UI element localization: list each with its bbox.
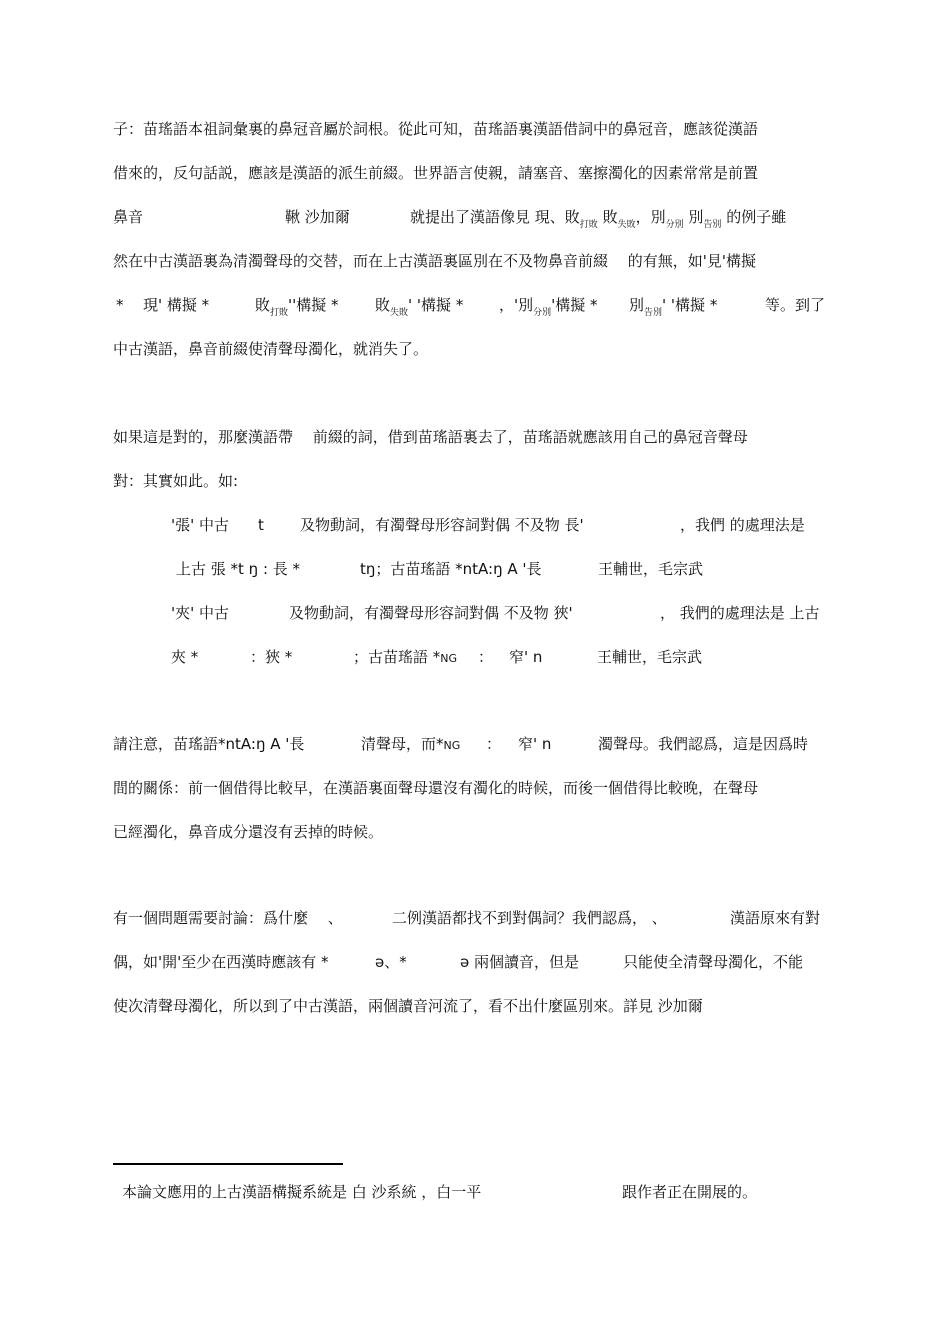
- text-segment: 別: [683, 208, 704, 226]
- paragraph3-line1-a: 請注意，苗瑤語*ntA:ŋ A '長: [113, 735, 305, 753]
- paragraph1-line3-c: [410, 207, 786, 230]
- example2-line1-a: '夾' 中古: [171, 604, 230, 622]
- paragraph1-line6: 中古漢語，鼻音前綴使清聲母濁化，就消失了。: [113, 340, 429, 358]
- example1-line1-a: '張' 中古: [171, 516, 230, 534]
- example2-line1-b: 及物動詞，有濁聲母形容詞對偶 不及物 狹': [289, 604, 573, 622]
- example1-line2-c: 王輔世，毛宗武: [598, 560, 704, 578]
- example1-line2-b: tŋ；古苗瑤語 *ntA:ŋ A '長: [360, 560, 542, 578]
- paragraph1-line2: 借來的，反句話説，應該是漢語的派生前綴。世界語言使親，請塞音、塞擦濁化的因素常常是前置: [113, 164, 759, 182]
- paragraph1-line5-a: *: [116, 296, 124, 314]
- text-segment: 敗: [597, 208, 618, 226]
- text-segment: ' '構擬 *: [408, 296, 464, 314]
- paragraph3-line3: 已經濁化，鼻音成分還沒有丟掉的時候。: [113, 823, 384, 841]
- paragraph3-line1-d: 窄' n: [518, 735, 552, 753]
- example2-line2-b: ：狹 *: [250, 648, 293, 666]
- paragraph3-line1-c: ：: [486, 735, 502, 753]
- subscript-gloss: 分別: [533, 308, 552, 318]
- text-segment: ；古苗瑤語 *: [353, 648, 441, 666]
- paragraph1-line3-a: 鼻音: [113, 208, 144, 226]
- paragraph4-line1-a: 有一個問題需要討論：爲什麼 、: [113, 909, 343, 927]
- small-caps-text: NG: [443, 739, 461, 752]
- example2-line2-f: 王輔世，毛宗武: [597, 648, 703, 666]
- text-segment: 清聲母，而*: [361, 735, 444, 753]
- subscript-gloss: 打敗: [579, 220, 598, 230]
- subscript-gloss: 失敗: [390, 308, 409, 318]
- footnote-text-a: 本論文應用的上古漢語構擬系統是 白 沙系統 ，白一平: [122, 1183, 482, 1201]
- paragraph1-line5-e: [375, 295, 463, 318]
- example2-line2-d: ：: [478, 648, 494, 666]
- paragraph1-line3-b: 鞦 沙加爾: [285, 208, 350, 226]
- paragraph4-line1-b: 二例漢語都找不到對偶詞？我們認爲， 、: [392, 909, 667, 927]
- example1-line1-b: t: [258, 516, 264, 534]
- paragraph1-line5-g: [499, 295, 598, 318]
- example2-line2-a: 夾 *: [171, 648, 199, 666]
- text-segment: 敗: [375, 296, 391, 314]
- text-segment: 的例子雖: [721, 208, 787, 226]
- paragraph3-line1-e: 濁聲母。我們認爲，這是因爲時: [598, 735, 809, 753]
- paragraph4-line2-d: 只能使全清聲母濁化，不能: [623, 953, 804, 971]
- example1-line1-c: 及物動詞，有濁聲母形容詞對偶 不及物 長': [300, 516, 584, 534]
- paragraph3-line2: 間的關係：前一個借得比較早，在漢語裏面聲母還沒有濁化的時候，而後一個借得比較晚，在聲母: [113, 779, 759, 797]
- text-segment: 就提出了漢語像見 現、敗: [410, 208, 580, 226]
- text-segment: ，別: [635, 208, 666, 226]
- text-segment: ''構擬 *: [288, 296, 339, 314]
- paragraph4-line2-c: ə 兩個讀音，但是: [460, 953, 579, 971]
- paragraph1-line1: 子：苗瑤語本祖詞彙裏的鼻冠音屬於詞根。從此可知，苗瑤語裏漢語借詞中的鼻冠音，應該從漢語: [113, 120, 759, 138]
- paragraph1-line5-i: [629, 295, 717, 318]
- paragraph2-line2: 對：其實如此。如:: [113, 472, 239, 490]
- example2-line2-e: 窄' n: [509, 648, 543, 666]
- subscript-gloss: 打敗: [270, 308, 289, 318]
- paragraph4-line2-a: 偶，如'開'至少在西漢時應該有 *: [113, 953, 329, 971]
- paragraph1-line5-b: 現' 構擬 *: [143, 296, 210, 314]
- text-segment: 別: [629, 296, 645, 314]
- example1-line1-d: ，我們 的處理法是: [680, 516, 805, 534]
- paragraph4-line3: 使次清聲母濁化，所以到了中古漢語，兩個讀音河流了，看不出什麼區別來。詳見 沙加爾: [113, 997, 703, 1015]
- paragraph4-line1-c: 漢語原來有對: [730, 909, 821, 927]
- subscript-gloss: 失敗: [617, 220, 636, 230]
- paragraph1-line5-k: 等。到了: [765, 296, 826, 314]
- paragraph4-line2-b: ə、*: [375, 953, 407, 971]
- footnote-text-b: 跟作者正在開展的。: [622, 1183, 758, 1201]
- paragraph2-line1: 如果這是對的，那麼漢語帶 前綴的詞，借到苗瑤語裏去了，苗瑤語就應該用自己的鼻冠音聲母: [113, 428, 748, 446]
- footnote-divider: [113, 1163, 343, 1165]
- subscript-gloss: 分別: [665, 220, 684, 230]
- text-segment: ' '構擬 *: [662, 296, 718, 314]
- example1-line2-a: 上古 張 *t ŋ : 長 *: [176, 560, 301, 578]
- text-segment: ，'別: [499, 296, 534, 314]
- paragraph1-line5-c: [255, 295, 339, 318]
- text-segment: '構擬 *: [551, 296, 598, 314]
- subscript-gloss: 告別: [703, 220, 722, 230]
- example2-line1-c: ， 我們的處理法是 上古: [660, 604, 820, 622]
- paragraph3-line1-b: [361, 734, 460, 756]
- subscript-gloss: 告別: [644, 308, 663, 318]
- example2-line2-c: [353, 647, 457, 669]
- small-caps-text: NG: [440, 652, 458, 665]
- text-segment: 敗: [255, 296, 271, 314]
- paragraph1-line4: 然在中古漢語裏為清濁聲母的交替，而在上古漢語裏區別在不及物鼻音前綴 的有無，如'見'構擬: [113, 252, 757, 270]
